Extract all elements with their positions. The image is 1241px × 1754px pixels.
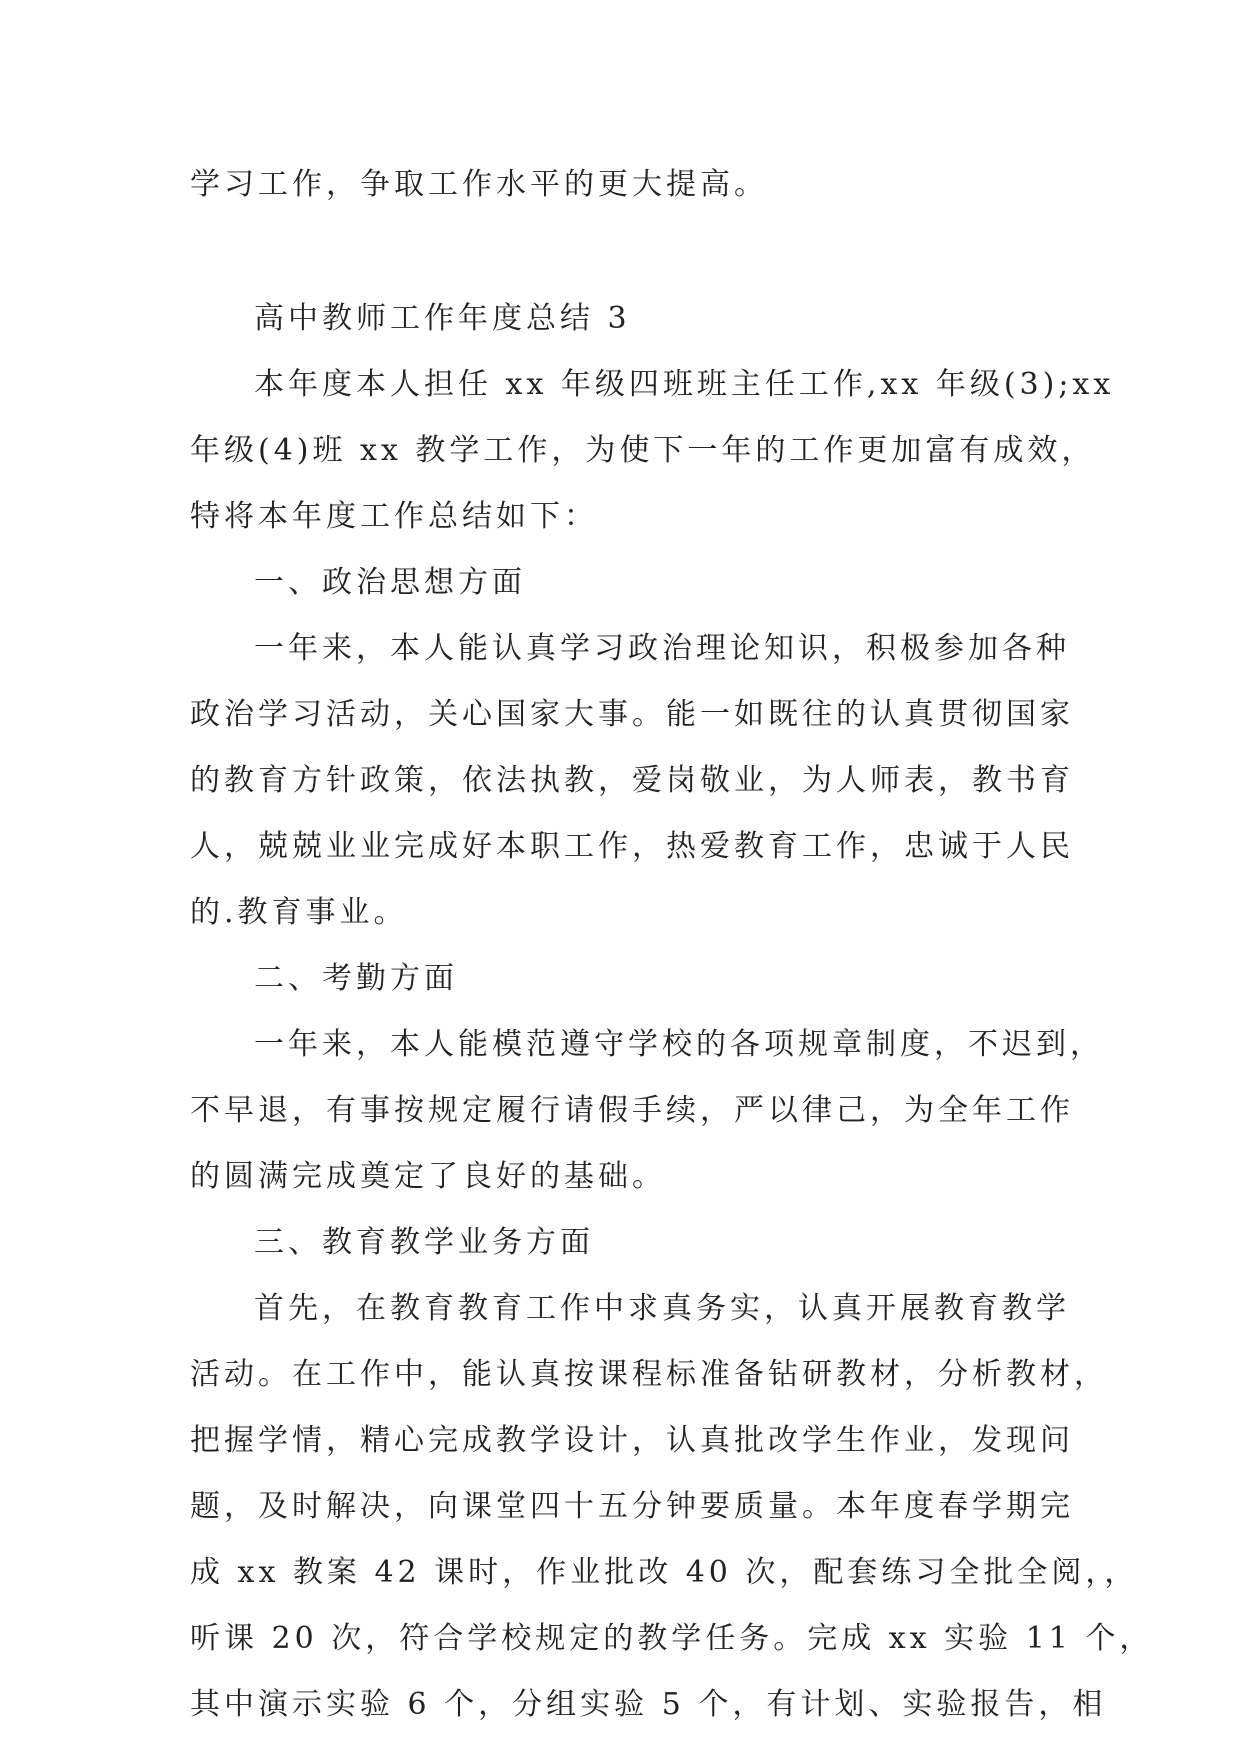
paragraph-line: 人，兢兢业业完成好本职工作，热爱教育工作，忠诚于人民 bbox=[190, 829, 1074, 864]
paragraph-line: 首先，在教育教育工作中求真务实，认真开展教育教学 bbox=[254, 1291, 1070, 1326]
paragraph-line: 听课 20 次，符合学校规定的教学任务。完成 xx 实验 11 个， bbox=[190, 1621, 1154, 1656]
paragraph-line: 一年来，本人能模范遵守学校的各项规章制度，不迟到， bbox=[254, 1027, 1104, 1062]
paragraph-line: 的教育方针政策，依法执教，爱岗敬业，为人师表，教书育 bbox=[190, 763, 1074, 798]
paragraph-line: 不早退，有事按规定履行请假手续，严以律己，为全年工作 bbox=[190, 1093, 1074, 1128]
paragraph-line: 特将本年度工作总结如下： bbox=[190, 499, 598, 534]
paragraph-line: 政治学习活动，关心国家大事。能一如既往的认真贯彻国家 bbox=[190, 697, 1074, 732]
paragraph-line: 题，及时解决，向课堂四十五分钟要质量。本年度春学期完 bbox=[190, 1489, 1074, 1524]
paragraph-line: 把握学情，精心完成教学设计，认真批改学生作业，发现问 bbox=[190, 1423, 1074, 1458]
paragraph-line: 的圆满完成奠定了良好的基础。 bbox=[190, 1159, 666, 1194]
paragraph-line: 其中演示实验 6 个，分组实验 5 个，有计划、实验报告，相 bbox=[190, 1687, 1107, 1722]
previous-section-ending bbox=[190, 152, 1060, 218]
paragraph-line: 活动。在工作中，能认真按课程标准备钻研教材，分析教材， bbox=[190, 1357, 1108, 1392]
paragraph-line: 的.教育事业。 bbox=[190, 895, 408, 930]
summary-section-3 bbox=[190, 286, 1154, 1738]
heading-attendance: 二、考勤方面 bbox=[254, 961, 458, 996]
paragraph-line: 年级(4)班 xx 教学工作，为使下一年的工作更加富有成效， bbox=[190, 433, 1096, 468]
heading-political: 一、政治思想方面 bbox=[254, 565, 526, 600]
heading-teaching: 三、教育教学业务方面 bbox=[254, 1225, 594, 1260]
section-title: 高中教师工作年度总结 3 bbox=[254, 301, 631, 336]
paragraph-line: 学习工作，争取工作水平的更大提高。 bbox=[190, 167, 768, 202]
paragraph-line: 一年来，本人能认真学习政治理论知识，积极参加各种 bbox=[254, 631, 1070, 666]
paragraph-line: 本年度本人担任 xx 年级四班班主任工作,xx 年级(3);xx bbox=[254, 367, 1115, 402]
paragraph-line: 成 xx 教案 42 课时，作业批改 40 次，配套练习全批全阅，， bbox=[190, 1555, 1139, 1590]
